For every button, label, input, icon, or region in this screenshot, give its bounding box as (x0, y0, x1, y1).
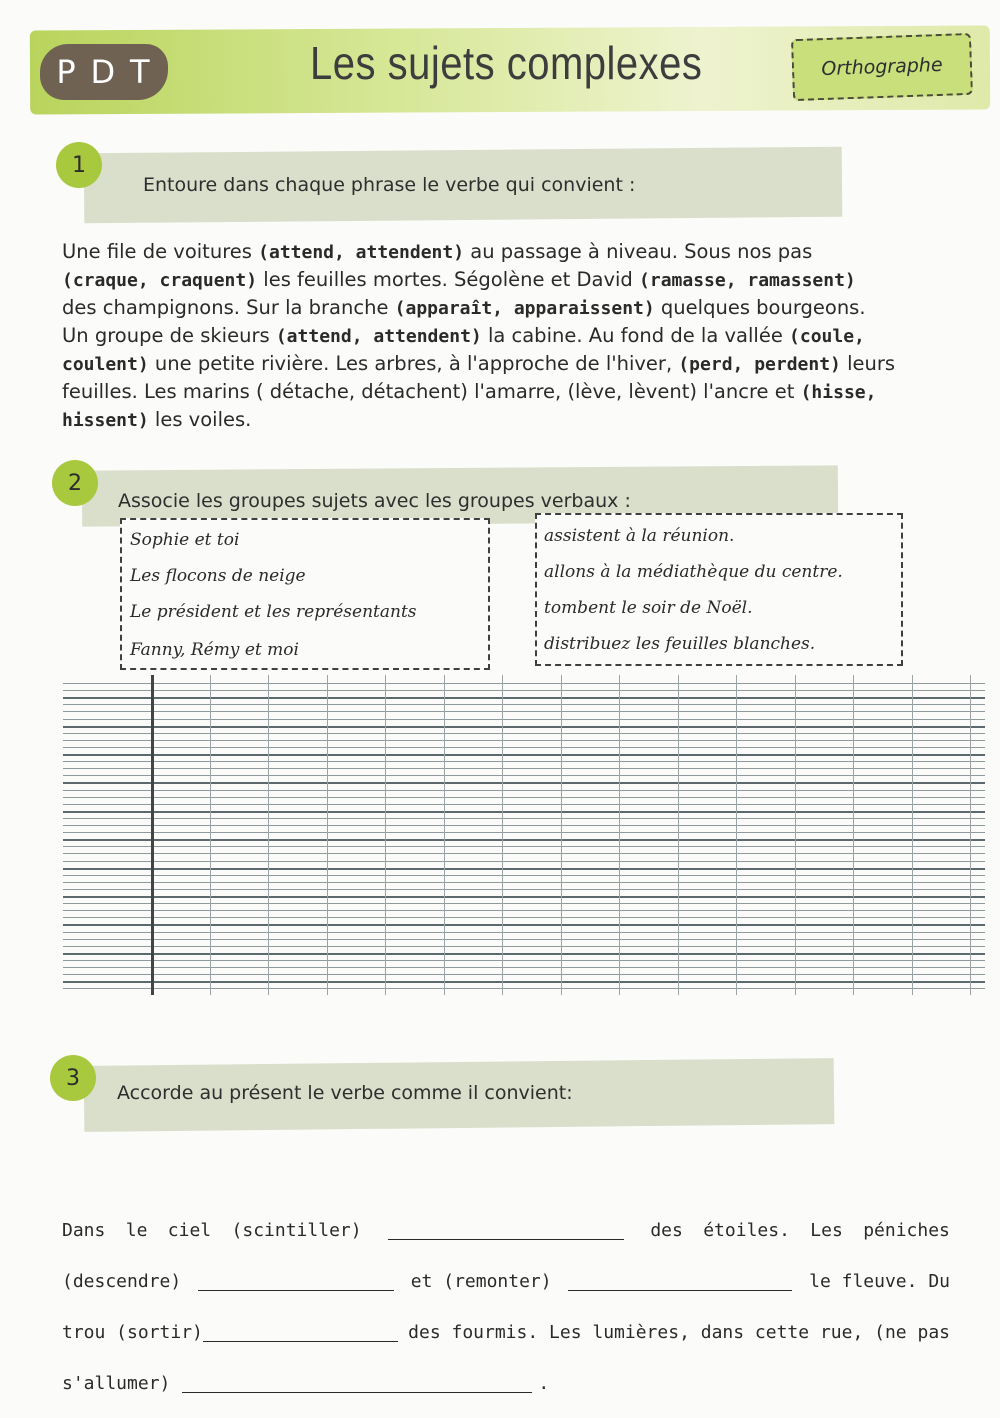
grid-column-line (327, 675, 328, 995)
grid-line (63, 719, 985, 720)
verb-choice[interactable]: hissent) (62, 410, 149, 431)
text-word: le fleuve. Du (809, 1271, 950, 1292)
grid-line (63, 818, 985, 819)
grid-column-line (912, 675, 913, 995)
pdt-logo (40, 44, 168, 100)
text-word: et (remonter) (410, 1271, 552, 1292)
grid-line (63, 903, 985, 904)
exercise1-number: 1 (56, 142, 102, 188)
subject-item: Sophie et toi (130, 530, 240, 550)
grid-line (63, 726, 985, 728)
verb-choice[interactable]: (craque, craquent) (62, 270, 258, 291)
exercise3-number: 3 (50, 1055, 96, 1101)
grid-line (63, 853, 985, 854)
text-word: péniches (863, 1220, 950, 1241)
grid-line (63, 939, 985, 940)
grid-column-line (444, 675, 445, 995)
grid-column-line (385, 675, 386, 995)
grid-line (63, 868, 985, 870)
sentence-text: une petite rivière. Les arbres, à l'approche de l'hiver, (148, 352, 679, 375)
text-word: (descendre) (62, 1271, 182, 1292)
subject-item: Les flocons de neige (130, 566, 306, 586)
subject-item: Fanny, Rémy et moi (130, 640, 299, 660)
grid-line (63, 981, 985, 983)
fill-row-1 (62, 1205, 950, 1256)
sentence-text: leurs (840, 352, 896, 375)
grid-line (63, 861, 985, 862)
grid-line (63, 946, 985, 947)
subject-item: Le président et les représentants (130, 602, 417, 622)
text-word: Dans (62, 1220, 106, 1241)
grid-line (63, 697, 985, 699)
grid-column-line (268, 675, 269, 995)
grid-line (63, 846, 985, 847)
text-word: le (125, 1220, 148, 1241)
grid-line (63, 967, 985, 968)
logo-letter-p: P (56, 53, 78, 91)
grid-column-line (502, 675, 503, 995)
paragraph-line (62, 294, 952, 322)
grid-line (63, 711, 985, 712)
grid-line (63, 988, 985, 989)
grid-line (63, 690, 985, 691)
grid-column-line (210, 675, 211, 995)
grid-line (63, 882, 985, 883)
fill-row-4 (62, 1358, 950, 1409)
answer-blank-allumer[interactable] (182, 1375, 532, 1393)
exercise3-text (62, 1205, 950, 1409)
margin-line (151, 675, 154, 995)
fill-row-2 (62, 1256, 950, 1307)
exercise2-instruction: Associe les groupes sujets avec les groupes verbaux : (118, 490, 631, 512)
grid-line (63, 804, 985, 805)
paragraph-line (62, 322, 952, 350)
sentence-text: au passage à niveau. Sous nos pas (464, 240, 813, 263)
text-word: ciel (167, 1220, 212, 1241)
sentence-text: des champignons. Sur la branche (62, 296, 395, 319)
grid-column-line (853, 675, 854, 995)
paragraph-line (62, 406, 952, 434)
text-word: trou (sortir) (62, 1322, 203, 1343)
text-word: s'allumer) (62, 1373, 171, 1394)
grid-line (63, 797, 985, 798)
grid-column-line (970, 675, 971, 995)
grid-line (63, 761, 985, 762)
text-word: des fourmis. Les lumières, dans cette rue, (ne pas (408, 1322, 950, 1343)
paragraph-line (62, 378, 952, 406)
grid-column-line (678, 675, 679, 995)
verb-item: assistent à la réunion. (544, 526, 735, 546)
ruled-writing-grid[interactable] (63, 675, 985, 995)
sentence-text: la cabine. Au fond de la vallée (481, 324, 790, 347)
answer-blank-descendre[interactable] (198, 1273, 394, 1291)
verb-item: tombent le soir de Noël. (544, 598, 753, 618)
grid-line (63, 775, 985, 776)
grid-line (63, 917, 985, 918)
logo-letter-d: D (90, 53, 118, 91)
verb-choice[interactable]: (perd, perdent) (678, 354, 841, 375)
grid-line (63, 910, 985, 911)
exercise1-instruction: Entoure dans chaque phrase le verbe qui convient : (143, 174, 636, 196)
exercise3-instruction: Accorde au présent le verbe comme il convient: (117, 1082, 573, 1104)
verb-choice[interactable]: (attend, attendent) (275, 326, 482, 347)
sentence-text: les voiles. (148, 408, 252, 431)
grid-line (63, 960, 985, 961)
verb-choice[interactable]: (hisse, (800, 382, 877, 403)
grid-line (63, 953, 985, 955)
verb-choice[interactable]: (coule, (789, 326, 865, 347)
grid-line (63, 768, 985, 769)
sentence-text: quelques bourgeons. (654, 296, 866, 319)
sentence-text: feuilles. Les marins ( détache, détachent) l'amarre, (lève, lèvent) l'ancre et (62, 380, 801, 403)
text-word: étoiles. (703, 1220, 790, 1241)
grid-line (63, 683, 985, 684)
paragraph-line (62, 350, 952, 378)
grid-column-line (561, 675, 562, 995)
exercise2-number: 2 (52, 460, 98, 506)
verb-choice[interactable]: (apparaît, apparaissent) (394, 298, 655, 319)
grid-line (63, 782, 985, 784)
verb-choice[interactable]: (attend, attendent) (258, 242, 465, 263)
verb-item: allons à la médiathèque du centre. (544, 562, 843, 582)
grid-line (63, 924, 985, 926)
grid-column-line (619, 675, 620, 995)
sentence-text: les feuilles mortes. Ségolène et David (257, 268, 640, 291)
grid-line (63, 790, 985, 791)
grid-line (63, 839, 985, 841)
answer-blank-sortir[interactable] (203, 1324, 398, 1342)
sentence-text: Une file de voitures (62, 240, 259, 263)
grid-line (63, 740, 985, 741)
verb-choice[interactable]: (ramasse, ramassent) (639, 270, 856, 291)
grid-line (63, 896, 985, 898)
grid-line (63, 832, 985, 833)
verb-choice[interactable]: coulent) (62, 354, 149, 375)
logo-letter-t: T (130, 53, 152, 91)
grid-column-line (736, 675, 737, 995)
answer-blank-scintiller[interactable] (388, 1222, 624, 1240)
grid-column-line (795, 675, 796, 995)
text-word: Les (810, 1220, 843, 1241)
subject-tag: Orthographe (791, 33, 973, 101)
grid-line (63, 747, 985, 748)
paragraph-line (62, 266, 952, 294)
paragraph-line (62, 238, 952, 266)
text-word: (scintiller) (231, 1220, 362, 1241)
answer-blank-remonter[interactable] (568, 1273, 792, 1291)
grid-line (63, 974, 985, 975)
fill-row-3 (62, 1307, 950, 1358)
text-word: . (538, 1373, 550, 1394)
grid-line (63, 811, 985, 813)
sentence-text: Un groupe de skieurs (62, 324, 276, 347)
grid-line (63, 733, 985, 734)
grid-line (63, 704, 985, 705)
grid-line (63, 754, 985, 756)
grid-line (63, 875, 985, 876)
text-word: des (650, 1220, 683, 1241)
grid-line (63, 932, 985, 933)
verb-item: distribuez les feuilles blanches. (544, 634, 816, 654)
grid-line (63, 889, 985, 890)
exercise1-paragraph (62, 238, 952, 434)
page-title: Les sujets complexes (310, 38, 703, 90)
grid-line (63, 825, 985, 826)
